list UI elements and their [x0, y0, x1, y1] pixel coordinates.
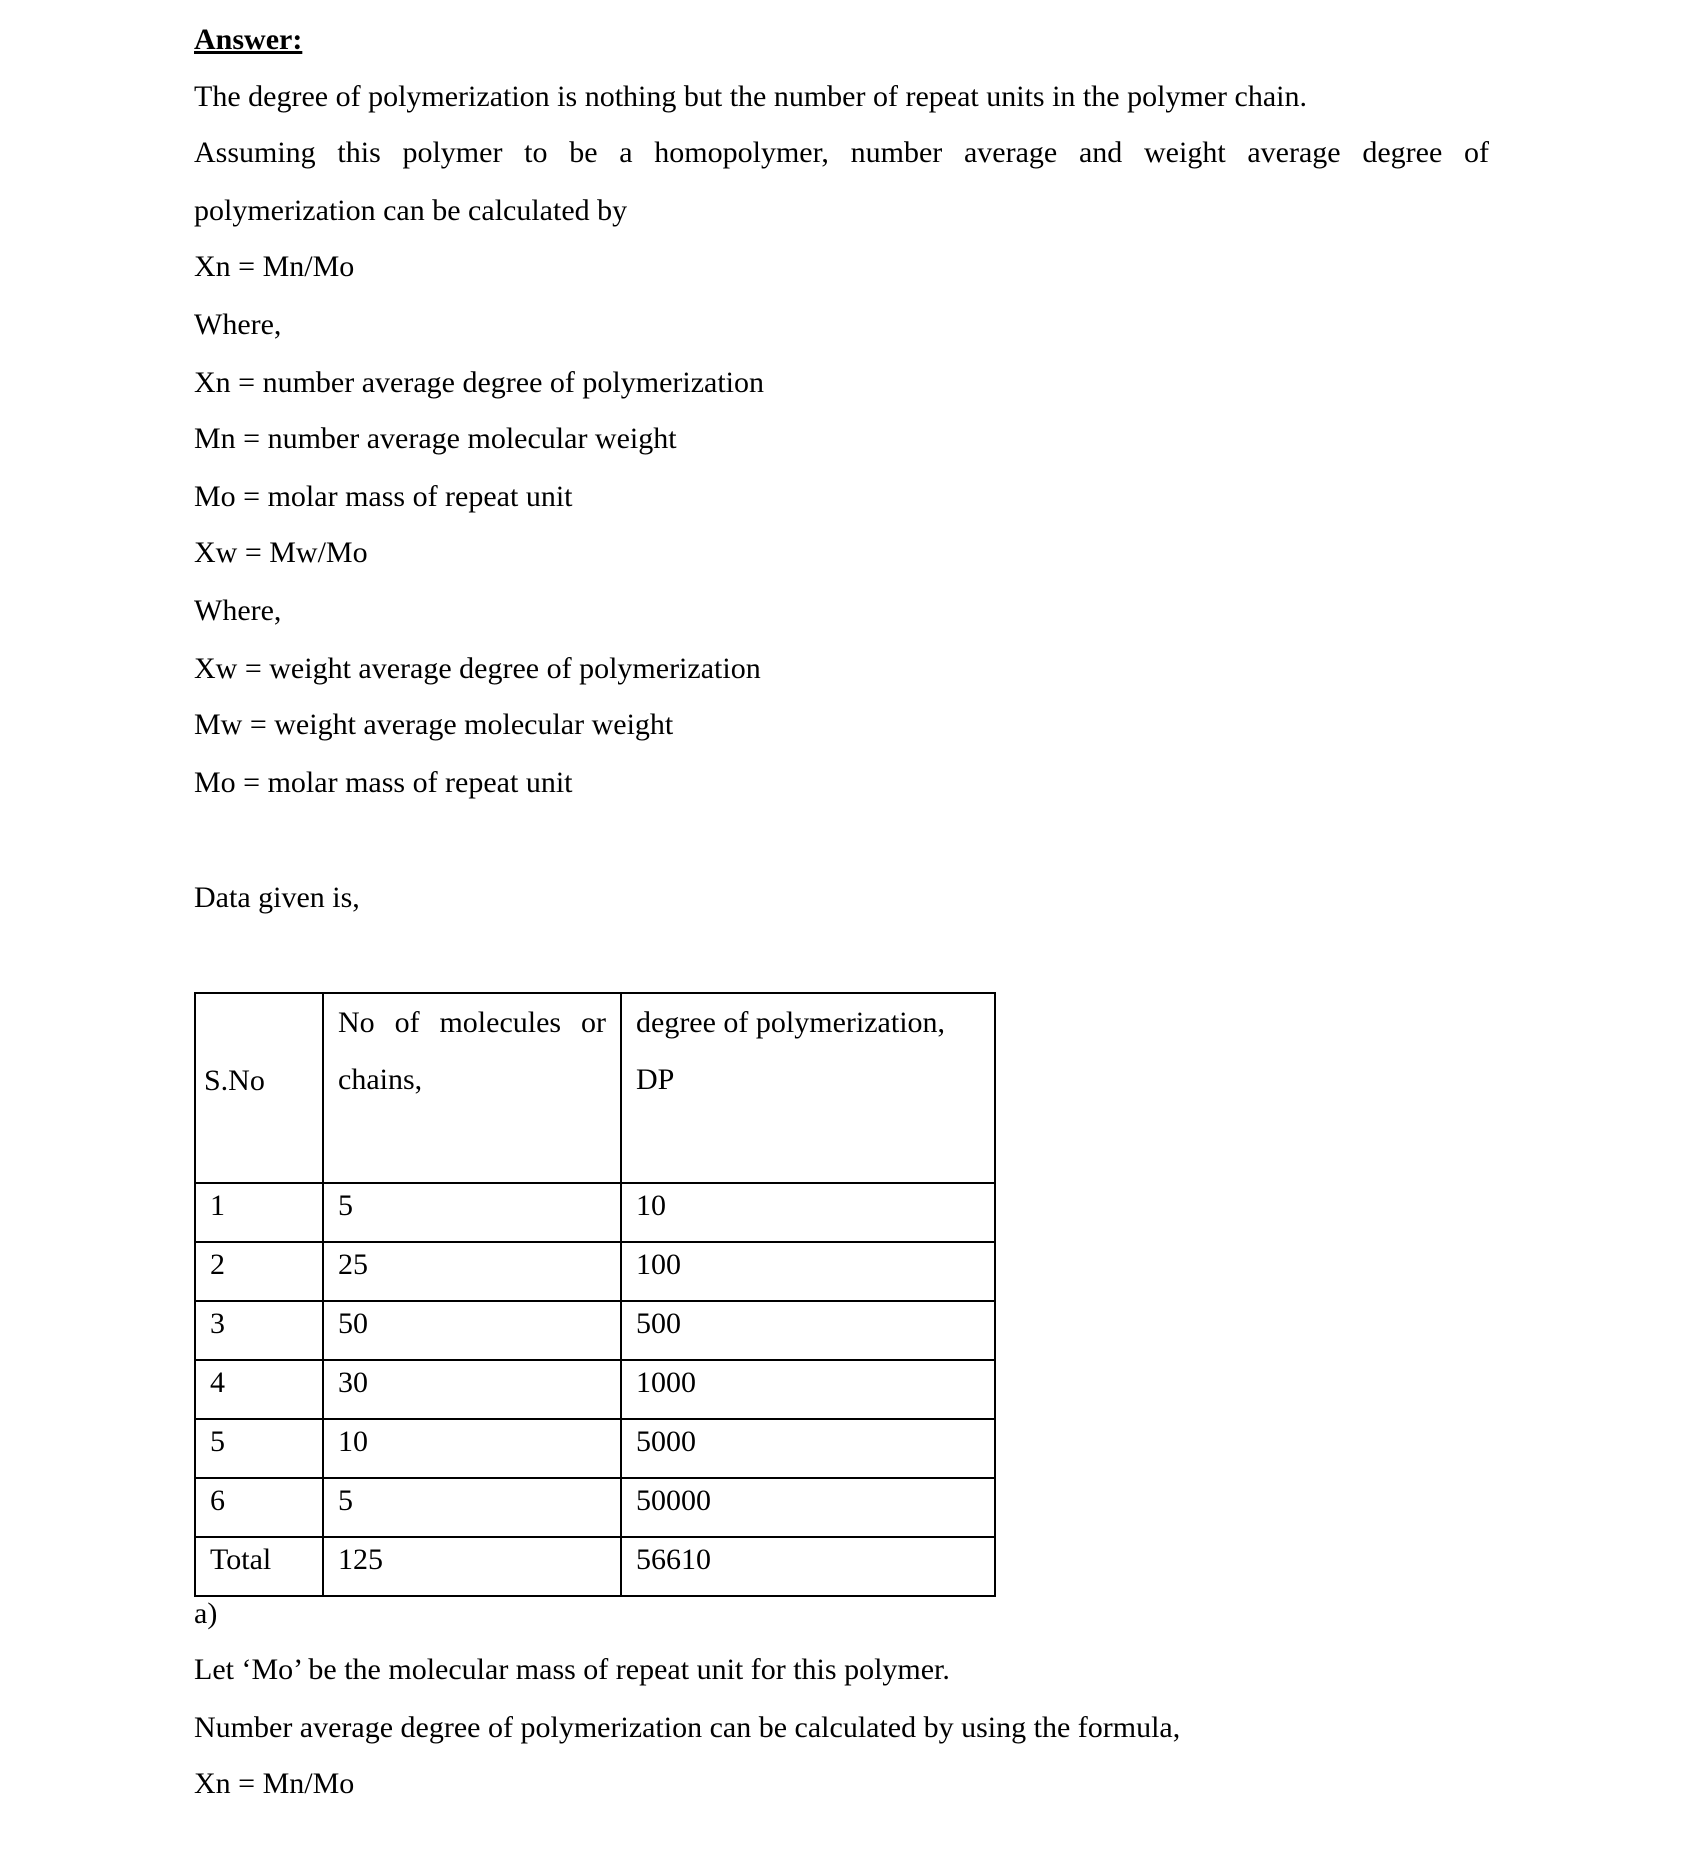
cell: 5: [195, 1419, 323, 1478]
cell: 1: [195, 1183, 323, 1242]
table-row: [195, 1478, 995, 1537]
formula-xn: Xn = Mn/Mo: [194, 1767, 355, 1800]
header-dp: [621, 993, 995, 1183]
answer-heading: Answer:: [194, 23, 303, 56]
part-label: a): [194, 1597, 218, 1630]
paragraph-line: Data given is,: [194, 881, 360, 914]
cell: 5: [323, 1183, 621, 1242]
formula-xw: Xw = Mw/Mo: [194, 536, 368, 569]
cell: 50: [323, 1301, 621, 1360]
paragraph-line: Where,: [194, 308, 282, 341]
header-text: DP: [636, 1063, 675, 1096]
definition-line: Xw = weight average degree of polymerization: [194, 652, 761, 685]
paragraph-line: Number average degree of polymerization can be calculated by using the formula,: [194, 1711, 1181, 1744]
header-text: degree of polymerization,: [636, 1006, 946, 1039]
cell: 56610: [621, 1537, 995, 1596]
cell: 500: [621, 1301, 995, 1360]
header-molecules: [323, 993, 621, 1183]
paragraph-line: Where,: [194, 594, 282, 627]
paragraph-line: polymerization can be calculated by: [194, 194, 628, 227]
cell: 2: [195, 1242, 323, 1301]
cell: 100: [621, 1242, 995, 1301]
table-total-row: [195, 1537, 995, 1596]
table-header-row: [195, 993, 995, 1183]
cell: 125: [323, 1537, 621, 1596]
definition-line: Xn = number average degree of polymerization: [194, 366, 765, 399]
table-row: [195, 1360, 995, 1419]
header-text: chains,: [338, 1063, 423, 1096]
cell: Total: [195, 1537, 323, 1596]
paragraph-line: Let ‘Mo’ be the molecular mass of repeat unit for this polymer.: [194, 1653, 950, 1686]
paragraph-line: Assuming this polymer to be a homopolymer, number average and weight average degree of: [194, 136, 1489, 169]
cell: 1000: [621, 1360, 995, 1419]
table-row: [195, 1301, 995, 1360]
header-sno: S.No: [195, 993, 323, 1183]
table-row: [195, 1242, 995, 1301]
header-text: No of molecules or: [338, 1006, 606, 1039]
definition-line: Mn = number average molecular weight: [194, 422, 677, 455]
definition-line: Mw = weight average molecular weight: [194, 708, 674, 741]
cell: 50000: [621, 1478, 995, 1537]
cell: 3: [195, 1301, 323, 1360]
cell: 4: [195, 1360, 323, 1419]
cell: 5: [323, 1478, 621, 1537]
data-table: [194, 992, 996, 1597]
table-row: [195, 1183, 995, 1242]
cell: 5000: [621, 1419, 995, 1478]
cell: 10: [323, 1419, 621, 1478]
definition-line: Mo = molar mass of repeat unit: [194, 480, 573, 513]
cell: 6: [195, 1478, 323, 1537]
formula-xn: Xn = Mn/Mo: [194, 250, 355, 283]
definition-line: Mo = molar mass of repeat unit: [194, 766, 573, 799]
cell: 25: [323, 1242, 621, 1301]
table-row: [195, 1419, 995, 1478]
cell: 30: [323, 1360, 621, 1419]
cell: 10: [621, 1183, 995, 1242]
paragraph-line: The degree of polymerization is nothing but the number of repeat units in the polymer chain.: [194, 80, 1308, 113]
